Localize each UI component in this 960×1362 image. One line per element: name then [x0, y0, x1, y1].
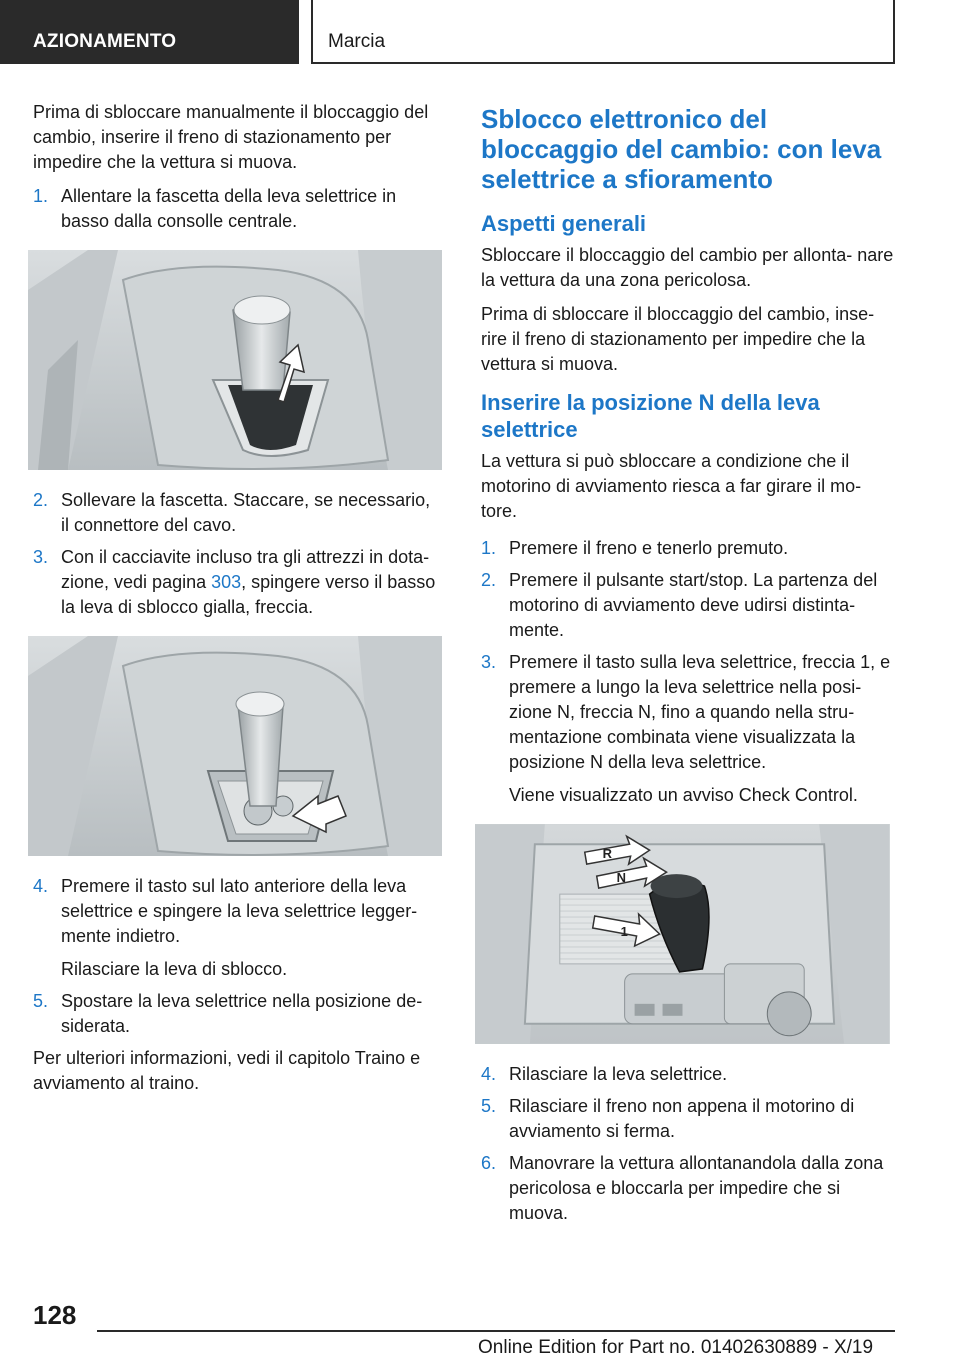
step-number: 1. — [481, 538, 497, 558]
footer-divider — [97, 1330, 895, 1332]
page-link[interactable]: 303 — [211, 572, 242, 592]
subheading-position-n: Inserire la posizione N della leva selettrice — [481, 390, 820, 442]
step-r4 — [481, 1062, 895, 1087]
step-text: Manovrare la vettura allontanandola dalla zona pericolosa e bloccarla per impedire che si muova. — [509, 1153, 884, 1223]
step-text: Allentare la fascetta della leva selettrice in basso dalla consolle centrale. — [61, 186, 397, 231]
step-3 — [33, 545, 443, 620]
general-paragraph-1: Sbloccare il bloccaggio del cambio per allonta‐ nare la vettura da una zona pericolosa. — [481, 245, 894, 290]
step-number: 6. — [481, 1153, 497, 1173]
step-text: Rilasciare il freno non appena il motorino di avviamento si ferma. — [509, 1096, 855, 1141]
chapter-title: Marcia — [311, 0, 895, 64]
step-number: 4. — [33, 876, 49, 896]
step-text: Premere il tasto sulla leva selettrice, freccia 1, e premere a lungo la leva selettrice nella posi‐ zione N, freccia N, fino a quando nella stru‐ mentazione combinata viene visualizzata la posizione N della leva selettrice. — [509, 652, 891, 772]
illustration-gear-boot — [28, 250, 442, 470]
step-text: Spostare la leva selettrice nella posizione de‐ siderata. — [61, 991, 423, 1036]
step-text — [61, 545, 443, 620]
step-r3 — [481, 650, 895, 808]
step-number: 5. — [481, 1096, 497, 1116]
step-text: Premere il freno e tenerlo premuto. — [509, 538, 789, 558]
subheading-general: Aspetti generali — [481, 211, 647, 236]
callout-n: N — [616, 870, 627, 886]
section-title: AZIONAMENTO — [0, 0, 299, 64]
right-column — [481, 100, 895, 1233]
step-r1 — [481, 536, 895, 561]
general-paragraph-2: Prima di sbloccare il bloccaggio del cambio, inse‐ rire il freno di stazionamento per impedire che la vettura si muova. — [481, 304, 875, 374]
step-text-part: Con il cacciavite incluso tra gli attrezzi in dota‐ zione, vedi pagina — [61, 547, 430, 592]
step-subtext: Rilasciare la leva di sblocco. — [61, 959, 288, 979]
step-number: 2. — [481, 570, 497, 590]
outro-paragraph: Per ulteriori informazioni, vedi il capitolo Traino e avviamento al traino. — [33, 1048, 421, 1093]
step-subtext: Viene visualizzato un avviso Check Control. — [509, 785, 858, 805]
step-text-part: , spingere verso il basso la leva di sblocco gialla, freccia. — [61, 572, 436, 617]
intro-paragraph: Prima di sbloccare manualmente il bloccaggio del cambio, inserire il freno di stazionamento per impedire che la vettura si muova. — [33, 102, 429, 172]
step-4 — [33, 874, 443, 982]
step-text: Rilasciare la leva selettrice. — [509, 1064, 728, 1084]
step-number: 3. — [481, 652, 497, 672]
step-number: 4. — [481, 1064, 497, 1084]
step-number: 3. — [33, 547, 49, 567]
section-heading: Sblocco elettronico del bloccaggio del cambio: con leva selettrice a sfioramento — [481, 104, 882, 194]
step-text: Premere il tasto sul lato anteriore della leva selettrice e spingere la leva selettrice legger‐ mente indietro. — [61, 876, 418, 946]
step-r2 — [481, 568, 895, 643]
step-number: 2. — [33, 490, 49, 510]
callout-r: R — [602, 846, 613, 862]
step-r6 — [481, 1151, 895, 1226]
page-number: 128 — [33, 1300, 77, 1330]
step-text: Sollevare la fascetta. Staccare, se necessario, il connettore del cavo. — [61, 490, 431, 535]
footer-edition: Online Edition for Part no. 01402630889 - X/19 — [478, 1337, 874, 1358]
step-r5 — [481, 1094, 895, 1144]
illustration-release-lever — [28, 636, 442, 856]
step-number: 5. — [33, 991, 49, 1011]
step-2 — [33, 488, 443, 538]
step-1 — [33, 184, 443, 234]
step-text: Premere il pulsante start/stop. La partenza del motorino di avviamento deve udirsi distinta‐ mente. — [509, 570, 878, 640]
callout-1: 1 — [620, 923, 628, 939]
step-5 — [33, 989, 443, 1039]
left-column — [33, 100, 443, 1105]
step-number: 1. — [33, 186, 49, 206]
position-n-intro: La vettura si può sbloccare a condizione che il motorino di avviamento riesca a far girare il mo‐ tore. — [481, 451, 862, 521]
illustration-selector-lever — [475, 824, 890, 1044]
